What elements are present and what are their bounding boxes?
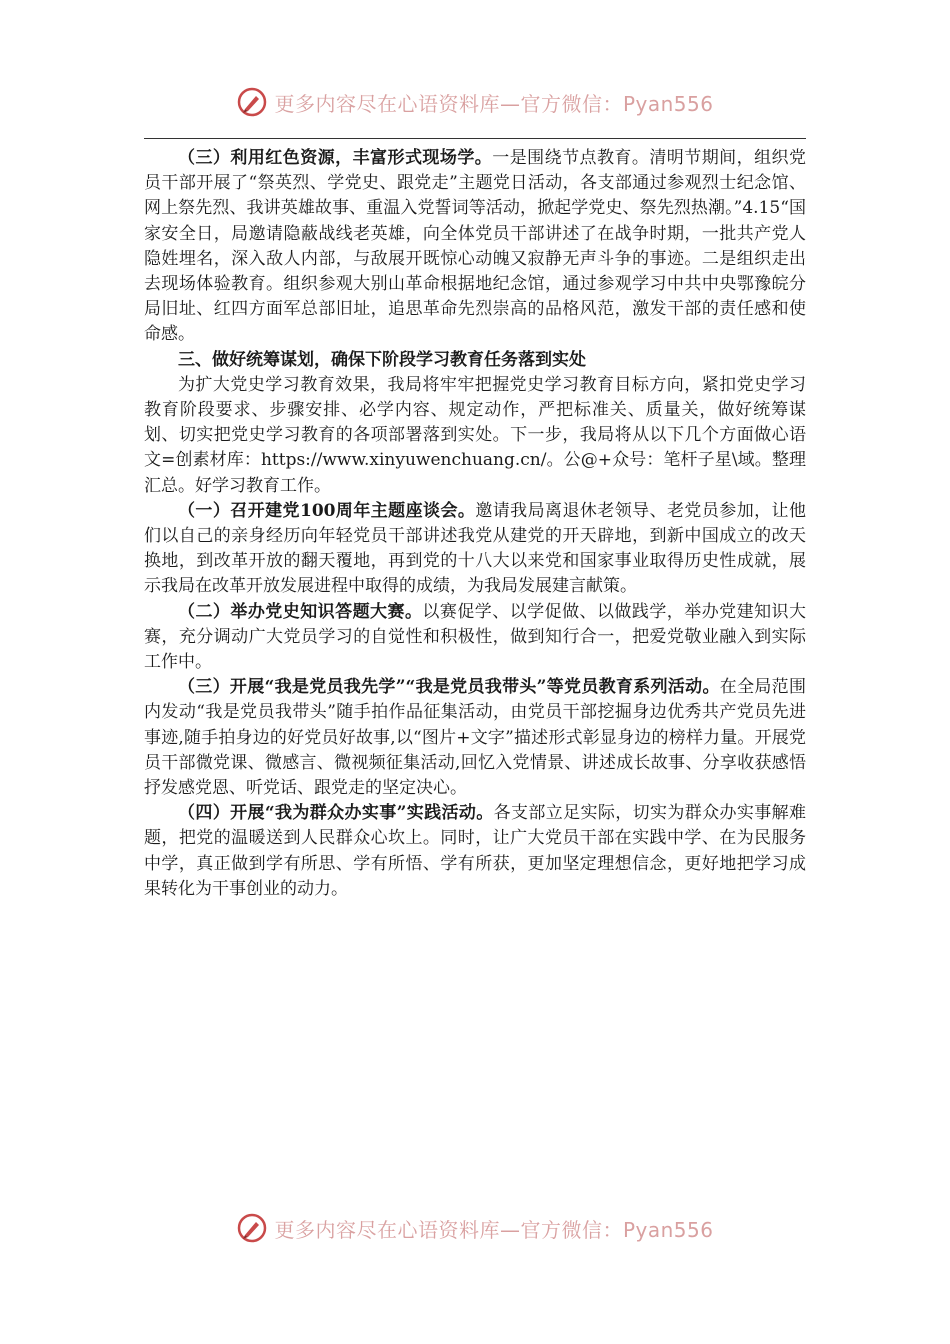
paragraph-intro: [144, 373, 806, 499]
paragraph-lead: （三）利用红色资源，丰富形式现场学。: [178, 148, 493, 168]
paragraph-text: 以赛促学、以学促做、以做践学，举办党建知识大赛，充分调动广大党员学习的自觉性和积极性，做到知行合一，把爱党敬业融入到实际工作中。: [144, 601, 807, 673]
paragraph-lead: （三）开展“我是党员我先学”“我是党员我带头”等党员教育系列活动。: [178, 677, 720, 698]
watermark-text: 更多内容尽在心语资料库—官方微信：Pyan556: [274, 91, 714, 116]
paragraph-red-resources: [144, 146, 806, 348]
paragraph-text: 各支部立足实际，切实为群众办实事解难题，把党的温暖送到人民群众心坎上。同时，让广大党员干部在实践中学、在为民服务中学，真正做到学有所思、学有所悟、学有所获，更加坚定理想信念，更好地把学习成果转化为干事创业的动力。: [144, 803, 807, 899]
paragraph-text: 在全局范围内发动“我是党员我带头”随手拍作品征集活动，由党员干部挖掘身边优秀共产党员先进事迹,随手拍身边的好党员好故事,以“图片+文字”描述形式彰显身边的榜样力量。开展党员干部微党课、微感言、微视频征集活动,回忆入党情景、讲述成长故事、分享收获感悟抒发感党恩、听党话、跟党走的坚定决心。: [144, 677, 806, 799]
paragraph-member-activities: [144, 675, 806, 801]
watermark-footer: [0, 1212, 950, 1244]
paragraph-lead: （二）举办党史知识答题大赛。: [178, 601, 423, 622]
document-body: [144, 146, 806, 902]
pen-circle-icon: [236, 1212, 268, 1244]
header-divider: [144, 138, 806, 139]
paragraph-quiz: [144, 600, 806, 676]
paragraph-text: 邀请我局离退休老领导、老党员参加，让他们以自己的亲身经历向年轻党员干部讲述我党从建党的开天辟地，到新中国成立的改天换地，到改革开放的翻天覆地，再到党的十八大以来党和国家事业取得历史性成就，展示我局在改革开放发展进程中取得的成绩，为我局发展建言献策。: [144, 500, 806, 597]
paragraph-lead: （一）召开建党100周年主题座谈会。: [178, 500, 476, 521]
paragraph-text: 为扩大党史学习教育效果，我局将牢牢把握党史学习教育目标方向，紧扣党史学习教育阶段要求、步骤安排、必学内容、规定动作，严把标准关、质量关，做好统筹谋划、切实把党史学习教育的各项部署落到实处。下一步，我局将从以下几个方面做心语文=创素材库：https://www.xinyuwenchuang.cn/。公@+众号：笔杆子星\域。整理汇总。好学习教育工作。: [144, 374, 806, 496]
watermark-header: [0, 86, 950, 118]
section-heading-three: 三、做好统筹谋划，确保下阶段学习教育任务落到实处: [178, 349, 586, 370]
watermark-text: 更多内容尽在心语资料库—官方微信：Pyan556: [274, 1217, 714, 1242]
paragraph-practice: [144, 801, 806, 902]
pen-circle-icon: [236, 86, 268, 118]
paragraph-lead: （四）开展“我为群众办实事”实践活动。: [178, 803, 494, 824]
paragraph-text: 一是围绕节点教育。清明节期间，组织党员干部开展了“祭英烈、学党史、跟党走”主题党日活动，各支部通过参观烈士纪念馆、网上祭先烈、我讲英雄故事、重温入党誓词等活动，掀起学党史、祭先烈热潮。”4.15“国家安全日，局邀请隐蔽战线老英雄，向全体党员干部讲述了在战争时期，一批共产党人隐姓埋名，深入敌人内部，与敌展开既惊心动魄又寂静无声斗争的事迹。二是组织走出去现场体验教育。组织参观大别山革命根据地纪念馆，通过参观学习中共中央鄂豫皖分局旧址、红四方面军总部旧址，追思革命先烈崇高的品格风范，激发干部的责任感和使命感。: [144, 148, 807, 345]
paragraph-symposium: [144, 499, 806, 600]
